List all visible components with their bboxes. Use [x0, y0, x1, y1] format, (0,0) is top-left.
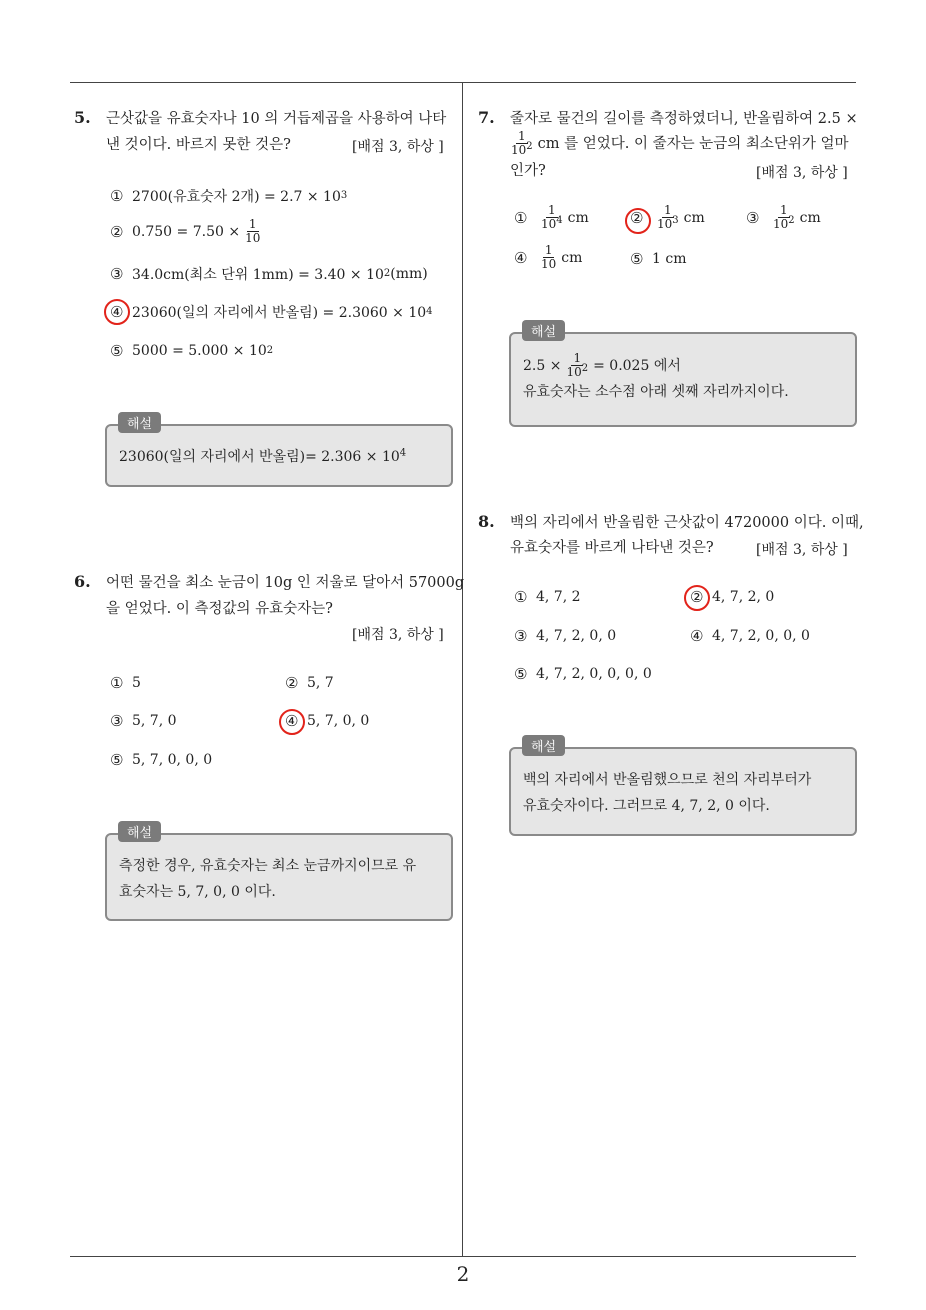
- q6-option-1[interactable]: ① 5: [110, 674, 141, 692]
- question-6-score: [배점 3, 하상 ]: [352, 627, 444, 643]
- question-5-score: [배점 3, 하상 ]: [352, 139, 444, 155]
- answer-circle-q6: [279, 709, 305, 735]
- bottom-rule: [70, 1256, 856, 1257]
- option-marker-3: ③: [514, 627, 528, 645]
- q6-option-5[interactable]: ⑤ 5, 7, 0, 0, 0: [110, 751, 213, 769]
- question-7-score: [배점 3, 하상 ]: [756, 165, 848, 181]
- option-marker-2: ②: [110, 222, 124, 241]
- question-6-text-line2: 을 얻었다. 이 측정값의 유효숫자는?: [106, 601, 333, 617]
- question-6-text-line1: 어떤 물건을 최소 눈금이 10g 인 저울로 달아서 57000g: [106, 575, 465, 591]
- question-8-text-line2: 유효숫자를 바르게 나타낸 것은?: [510, 540, 714, 556]
- q5-explanation-tag: 해설: [118, 412, 161, 433]
- option-marker-4: ④: [285, 712, 299, 730]
- q8-option-2[interactable]: ② 4, 7, 2, 0: [690, 588, 775, 606]
- question-5-text-line1: 근삿값을 유효숫자나 10 의 거듭제곱을 사용하여 나타: [106, 111, 447, 127]
- q8-explanation-tag: 해설: [522, 735, 565, 756]
- question-5-number: 5.: [74, 108, 91, 127]
- question-5-text-line2: 낸 것이다. 바르지 못한 것은?: [106, 137, 291, 153]
- option-marker-3: ③: [110, 265, 124, 283]
- option-marker-5: ⑤: [630, 250, 644, 268]
- q7-option-4[interactable]: ④ $\frac{1}{10}$ cm: [514, 243, 583, 271]
- option-marker-1: ①: [514, 588, 528, 606]
- q8-explanation-box: 백의 자리에서 반올림했으므로 천의 자리부터가 유효숫자이다. 그러므로 4, 7, 2, 0 이다.: [509, 747, 857, 836]
- q5-option-3[interactable]: ③ 34.0cm(최소 단위 1mm) = 3.40 × 10 2 (mm): [110, 265, 428, 283]
- question-8-score: [배점 3, 하상 ]: [756, 542, 848, 558]
- page-number: 2: [456, 1262, 470, 1286]
- option-marker-5: ⑤: [110, 751, 124, 769]
- option-marker-1: ①: [110, 187, 124, 205]
- option-marker-4: ④: [110, 303, 124, 321]
- q8-option-5[interactable]: ⑤ 4, 7, 2, 0, 0, 0, 0: [514, 665, 652, 683]
- q7-explanation-tag: 해설: [522, 320, 565, 341]
- question-7-text-line1: 줄자로 물건의 길이를 측정하였더니, 반올림하여 2.5 ×: [510, 111, 858, 127]
- q5-option-4[interactable]: ④ 23060(일의 자리에서 반올림) = 2.3060 × 10 4: [110, 303, 433, 321]
- answer-circle-q7: [625, 208, 651, 234]
- q6-explanation-tag: 해설: [118, 821, 161, 842]
- q6-option-4[interactable]: ④ 5, 7, 0, 0: [285, 712, 370, 730]
- answer-circle-q8: [684, 585, 710, 611]
- q8-option-1[interactable]: ① 4, 7, 2: [514, 588, 581, 606]
- option-marker-2: ②: [690, 588, 704, 606]
- q7-option-3[interactable]: ③ $\frac{1}{10^2}$ cm: [746, 203, 821, 231]
- q5-option-2[interactable]: ② 0.750 = 7.50 × $\frac{1}{10}$: [110, 217, 261, 245]
- q7-explanation-box: 2.5 × $\frac{1}{10^2}$ = 0.025 에서 유효숫자는 소수점 아래 셋째 자리까지이다.: [509, 332, 857, 427]
- q7-option-1[interactable]: ① $\frac{1}{10^4}$ cm: [514, 203, 589, 231]
- q8-option-4[interactable]: ④ 4, 7, 2, 0, 0, 0: [690, 627, 810, 645]
- question-8-text-line1: 백의 자리에서 반올림한 근삿값이 4720000 이다. 이때,: [510, 515, 864, 531]
- option-marker-1: ①: [110, 674, 124, 692]
- option-marker-3: ③: [746, 208, 760, 227]
- option-marker-4: ④: [514, 248, 528, 267]
- fraction: $\frac{1}{10^2}$: [511, 129, 533, 157]
- option-marker-2: ②: [630, 208, 644, 227]
- q6-option-2[interactable]: ② 5, 7: [285, 674, 334, 692]
- q7-option-5[interactable]: ⑤ 1 cm: [630, 250, 687, 268]
- option-marker-5: ⑤: [514, 665, 528, 683]
- question-7-text-line2: $\frac{1}{10^2}$ cm 를 얻었다. 이 줄자는 눈금의 최소단위가 얼마: [511, 129, 849, 157]
- column-divider: [462, 82, 463, 1257]
- option-marker-5: ⑤: [110, 342, 124, 360]
- q5-explanation-box: 23060(일의 자리에서 반올림)= $2.306 \times 10^4$: [105, 424, 453, 487]
- q8-option-3[interactable]: ③ 4, 7, 2, 0, 0: [514, 627, 617, 645]
- q5-option-1[interactable]: ① 2700(유효숫자 2개) = 2.7 × 10 3: [110, 187, 348, 205]
- question-7-number: 7.: [478, 108, 495, 127]
- option-marker-1: ①: [514, 208, 528, 227]
- q6-explanation-box: 측정한 경우, 유효숫자는 최소 눈금까지이므로 유 효숫자는 5, 7, 0, 0 이다.: [105, 833, 453, 921]
- option-marker-3: ③: [110, 712, 124, 730]
- fraction: $\frac{1}{10}$: [245, 217, 261, 245]
- question-6-number: 6.: [74, 572, 91, 591]
- question-8-number: 8.: [478, 512, 495, 531]
- q7-option-2[interactable]: ② $\frac{1}{10^3}$ cm: [630, 203, 705, 231]
- option-marker-2: ②: [285, 674, 299, 692]
- q5-option-5[interactable]: ⑤ 5000 = 5.000 × 10 2: [110, 342, 274, 360]
- q6-option-3[interactable]: ③ 5, 7, 0: [110, 712, 177, 730]
- question-7-text-line3: 인가?: [510, 163, 546, 179]
- answer-circle-q5: [104, 299, 130, 325]
- option-marker-4: ④: [690, 627, 704, 645]
- top-rule: [70, 82, 856, 83]
